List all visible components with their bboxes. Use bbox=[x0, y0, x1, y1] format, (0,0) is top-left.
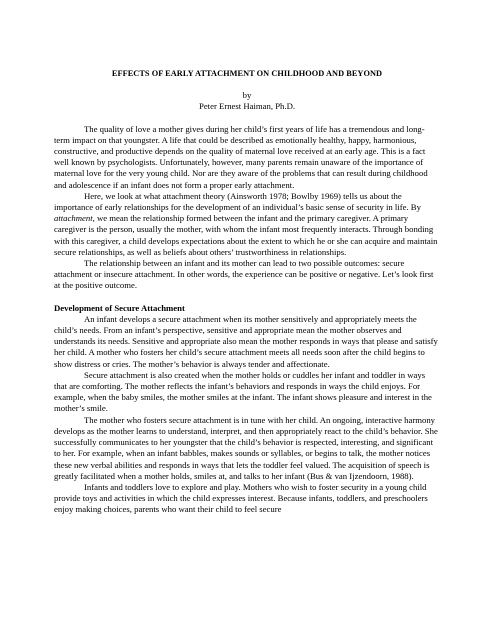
intro-paragraph-2-text-b: , we mean the relationship formed between the infant and the primary caregiver. A primary caregiver is the person, usually the mother, with whom the infant most frequently interacts. Through bonding with this caregiver, a child develops expectations about the extent to which he or she can acquire and maintain secure relationships, as well as beliefs about others’ trustworthiness in relationships. bbox=[54, 213, 438, 257]
attachment-term: attachment bbox=[54, 213, 93, 224]
section-paragraph-1: An infant develops a secure attachment when its mother sensitively and appropriately meets the child’s needs. From an infant’s perspective, sensitive and appropriate mean the mother observes and understands its needs. Sensitive and appropriate also mean the mother responds in ways that please and satisfy her child. A mother who fosters her child’s secure attachment meets all needs soon after the child begins to show distress or cries. The mother’s behavior is always tender and affectionate. bbox=[54, 313, 438, 369]
section-paragraph-4: Infants and toddlers love to explore and play. Mothers who wish to foster security in a young child provide toys and activities in which the child expresses interest. Because infants, toddlers, and preschoolers enjoy making choices, parents who want their child to feel secure bbox=[54, 481, 428, 515]
author-name: Peter Ernest Haiman, Ph.D. bbox=[198, 101, 296, 112]
section-paragraph-2: Secure attachment is also created when the mother holds or cuddles her infant and toddler in ways that are comforting. The mother reflects the infant’s behaviors and responds in ways the child enjoys. For example, when the baby smiles, the mother smiles at the infant. The infant shows pleasure and interest in the mother’s smile. bbox=[54, 369, 432, 414]
intro-paragraph-2-text-a: Here, we look at what attachment theory (Ainsworth 1978; Bowlby 1969) tells us about the importance of early relationships for the development of an individual’s basic sense of security in life. By bbox=[54, 190, 421, 213]
document-title: EFFECTS OF EARLY ATTACHMENT ON CHILDHOOD AND BEYOND bbox=[111, 69, 383, 78]
byline bbox=[54, 90, 440, 112]
section-paragraph-3: The mother who fosters secure attachment is in tune with her child. An ongoing, interactive harmony develops as the mother learns to understand, interpret, and then appropriately react to the child’s behavior. She successfully communicates to her youngster that the child’s behavior is respected, interesting, and significant to her. For example, when an infant babbles, makes sounds or syllables, or begins to talk, the mother notices these new verbal abilities and responds in ways that lets the toddler feel valued. The acquisition of speech is greatly facilitated when a mother holds, smiles at, and talks to her infant (Bus & van Ijzendoorn, 1988). bbox=[54, 414, 438, 481]
byline-by: by bbox=[242, 90, 252, 101]
section-heading: Development of Secure Attachment bbox=[54, 302, 185, 313]
intro-paragraph-2 bbox=[54, 191, 440, 258]
intro-paragraph-1: The quality of love a mother gives during her child’s first years of life has a tremendous and long-term impact on that youngster. A life that could be described as emotionally healthy, happy, harmonious, constructive, and productive depends on the quality of maternal love received at an early age. This is a fact well known by psychologists. Unfortunately, however, many parents remain unaware of the importance of maternal love for the very young child. Nor are they aware of the problems that can result during childhood and adolescence if an infant does not form a proper early attachment. bbox=[54, 123, 428, 190]
intro-paragraph-3: The relationship between an infant and its mother can lead to two possible outcomes: secure attachment or insecure attachment. In other words, the experience can be positive or negative. Let’s look first at the positive outcome. bbox=[54, 258, 434, 291]
